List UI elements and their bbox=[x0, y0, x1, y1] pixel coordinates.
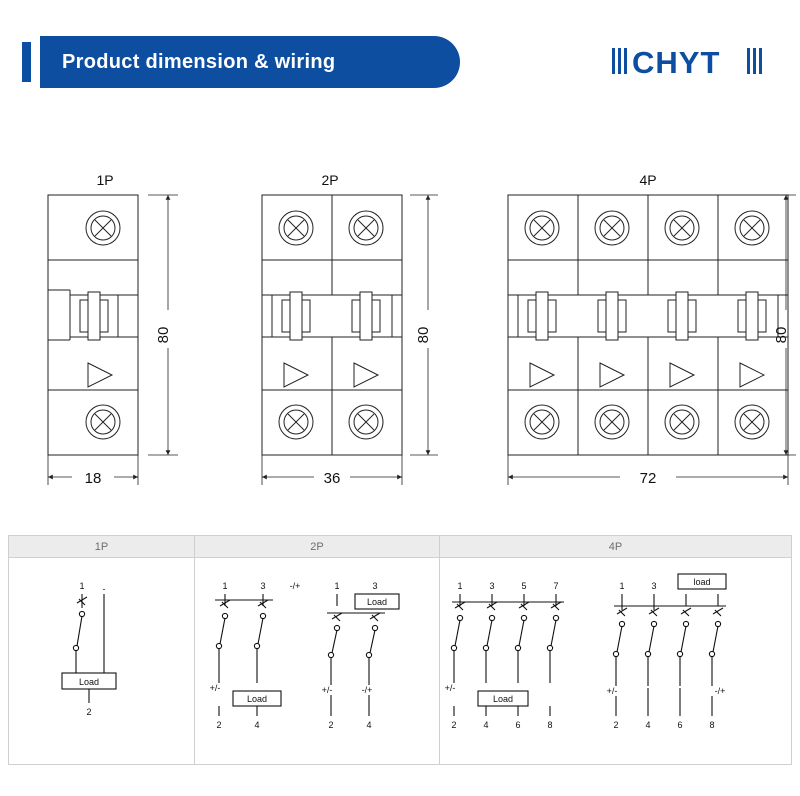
svg-text:+/-: +/- bbox=[606, 686, 618, 696]
page-title: Product dimension & wiring bbox=[62, 50, 336, 73]
svg-text:-/+: -/+ bbox=[289, 581, 301, 591]
svg-text:+/-: +/- bbox=[209, 683, 221, 693]
chyt-logo-icon bbox=[612, 42, 762, 82]
header-accent-bar bbox=[22, 42, 31, 82]
svg-text:Load: Load bbox=[492, 694, 514, 704]
terminal-label-1: 1 bbox=[79, 581, 85, 591]
wiring-table-body bbox=[9, 558, 791, 765]
wiring-column-header-2p: 2P bbox=[195, 536, 440, 557]
svg-text:18: 18 bbox=[84, 470, 102, 487]
header-banner bbox=[40, 36, 460, 88]
wiring-column-header-4p: 4P bbox=[608, 540, 623, 553]
svg-text:7: 7 bbox=[553, 581, 559, 591]
svg-text:36: 36 bbox=[323, 470, 341, 487]
svg-text:8: 8 bbox=[547, 720, 553, 730]
brand-logo bbox=[612, 42, 762, 82]
svg-text:4P: 4P bbox=[639, 172, 657, 188]
svg-text:6: 6 bbox=[515, 720, 521, 730]
svg-text:+/-: +/- bbox=[321, 685, 333, 695]
svg-text:4: 4 bbox=[645, 720, 651, 730]
wiring-cell-2p bbox=[195, 558, 440, 765]
polarity-label-top: - bbox=[102, 584, 106, 594]
terminal-label-2: 2 bbox=[86, 707, 92, 717]
dimension-drawings bbox=[0, 150, 800, 520]
wiring-cell-1p bbox=[9, 558, 195, 765]
svg-text:-/+: -/+ bbox=[361, 685, 373, 695]
svg-text:2P: 2P bbox=[321, 172, 339, 188]
wiring-table bbox=[8, 535, 792, 765]
svg-text:1: 1 bbox=[457, 581, 463, 591]
wiring-diagram-1p bbox=[9, 558, 195, 765]
svg-text:2: 2 bbox=[451, 720, 457, 730]
svg-text:1: 1 bbox=[619, 581, 625, 591]
wiring-table-header bbox=[9, 536, 791, 558]
svg-text:80: 80 bbox=[415, 326, 432, 344]
svg-text:Load: Load bbox=[246, 694, 268, 704]
wiring-column-header-1p: 1P bbox=[9, 536, 195, 557]
svg-text:CHYT: CHYT bbox=[632, 45, 721, 80]
svg-text:-/+: -/+ bbox=[714, 686, 726, 696]
svg-text:3: 3 bbox=[372, 581, 378, 591]
wiring-cell-4p bbox=[440, 558, 791, 765]
svg-text:80: 80 bbox=[155, 326, 172, 344]
load-label: Load bbox=[78, 677, 100, 687]
svg-text:3: 3 bbox=[489, 581, 495, 591]
svg-text:3: 3 bbox=[260, 581, 266, 591]
wiring-diagram-2p bbox=[195, 558, 440, 765]
svg-text:2: 2 bbox=[328, 720, 334, 730]
wiring-diagram-4p bbox=[440, 558, 790, 765]
svg-text:2: 2 bbox=[216, 720, 222, 730]
svg-text:1P: 1P bbox=[96, 172, 114, 188]
svg-text:2: 2 bbox=[613, 720, 619, 730]
svg-text:3: 3 bbox=[651, 581, 657, 591]
dimension-drawing-svg bbox=[0, 150, 800, 520]
svg-text:load: load bbox=[693, 577, 711, 587]
svg-text:Load: Load bbox=[366, 597, 388, 607]
svg-text:8: 8 bbox=[709, 720, 715, 730]
svg-text:6: 6 bbox=[677, 720, 683, 730]
page-header bbox=[0, 36, 800, 90]
svg-text:72: 72 bbox=[639, 470, 657, 487]
svg-text:+/-: +/- bbox=[444, 683, 456, 693]
svg-text:1: 1 bbox=[334, 581, 340, 591]
svg-text:4: 4 bbox=[483, 720, 489, 730]
svg-text:5: 5 bbox=[521, 581, 527, 591]
svg-text:1: 1 bbox=[222, 581, 228, 591]
svg-text:80: 80 bbox=[773, 326, 790, 344]
svg-text:4: 4 bbox=[254, 720, 260, 730]
svg-text:4: 4 bbox=[366, 720, 372, 730]
